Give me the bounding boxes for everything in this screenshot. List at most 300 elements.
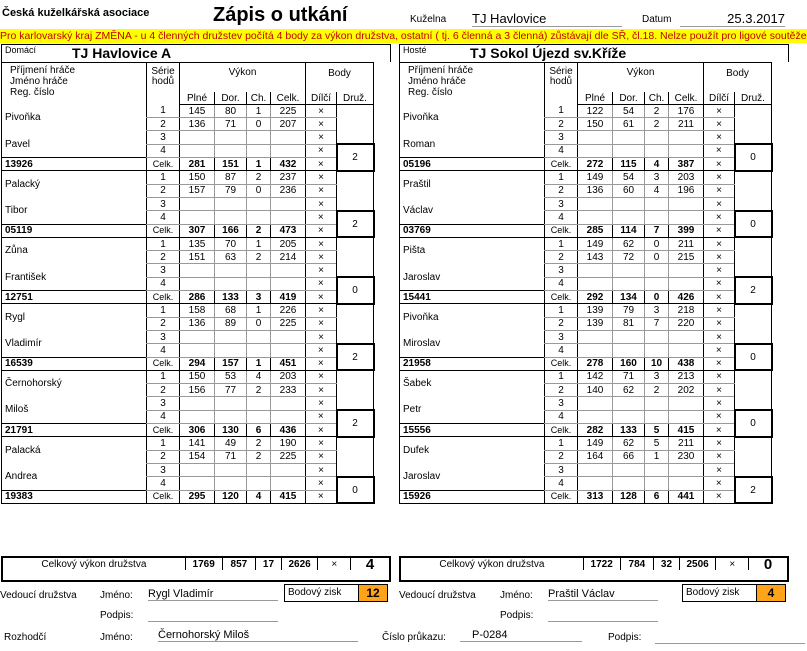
cell-dor[interactable]: 68 bbox=[215, 304, 247, 317]
cell-ch[interactable] bbox=[645, 397, 669, 410]
series-number: 1 bbox=[147, 171, 180, 184]
total-ch: 6 bbox=[247, 424, 271, 437]
cell-dor[interactable]: 71 bbox=[613, 370, 645, 383]
cell-dor[interactable] bbox=[613, 131, 645, 144]
cell-ch[interactable]: 2 bbox=[645, 384, 669, 397]
cell-celk bbox=[271, 264, 306, 277]
player-total-row bbox=[2, 158, 374, 171]
series-row bbox=[400, 197, 772, 210]
total-celk: 436 bbox=[271, 424, 306, 437]
player-surname[interactable]: Dufek bbox=[400, 437, 545, 464]
cell-dor[interactable] bbox=[215, 144, 247, 157]
total-celk: 426 bbox=[669, 291, 704, 304]
player-first-name[interactable]: Miroslav bbox=[400, 330, 545, 357]
cell-dor[interactable] bbox=[215, 197, 247, 210]
player-first-name[interactable]: František bbox=[2, 264, 147, 291]
cell-ch[interactable]: 2 bbox=[247, 437, 271, 450]
cell-dilci-x: × bbox=[704, 171, 735, 184]
cell-dor[interactable] bbox=[613, 277, 645, 290]
series-number: 4 bbox=[147, 344, 180, 357]
cell-plne[interactable]: 149 bbox=[578, 437, 613, 450]
player-surname[interactable]: Rygl bbox=[2, 304, 147, 331]
player-reg[interactable]: 16539 bbox=[2, 357, 147, 370]
cell-plne[interactable] bbox=[578, 211, 613, 224]
cell-plne[interactable] bbox=[578, 344, 613, 357]
points-spacer bbox=[735, 171, 772, 211]
cell-ch[interactable]: 2 bbox=[645, 118, 669, 131]
cell-celk bbox=[271, 211, 306, 224]
home-leader-label: Vedoucí družstva bbox=[0, 590, 77, 601]
cell-plne[interactable]: 135 bbox=[180, 237, 215, 250]
cell-dor[interactable]: 77 bbox=[215, 384, 247, 397]
cell-celk: 218 bbox=[669, 304, 704, 317]
cell-ch[interactable]: 2 bbox=[247, 384, 271, 397]
col-plne: Plné bbox=[180, 92, 215, 105]
cell-ch[interactable]: 5 bbox=[645, 437, 669, 450]
cell-dilci-x: × bbox=[704, 304, 735, 317]
cell-plne[interactable]: 145 bbox=[180, 104, 215, 117]
cell-ch[interactable]: 3 bbox=[645, 370, 669, 383]
series-number: 2 bbox=[545, 251, 578, 264]
home-sign-field[interactable] bbox=[148, 608, 278, 622]
cell-plne[interactable]: 140 bbox=[578, 384, 613, 397]
series-number: 1 bbox=[147, 370, 180, 383]
total-label: Celk. bbox=[147, 224, 180, 237]
cell-dor[interactable]: 70 bbox=[215, 237, 247, 250]
cell-plne[interactable] bbox=[180, 131, 215, 144]
col-player bbox=[400, 63, 545, 105]
player-first-name[interactable]: Vladimír bbox=[2, 330, 147, 357]
total-label: Celk. bbox=[147, 357, 180, 370]
total-dilci-x: × bbox=[704, 357, 735, 370]
cell-ch[interactable] bbox=[247, 477, 271, 490]
cell-dor[interactable] bbox=[613, 330, 645, 343]
player-reg[interactable]: 15926 bbox=[400, 490, 545, 503]
cell-plne[interactable]: 143 bbox=[578, 251, 613, 264]
cell-dor[interactable]: 53 bbox=[215, 370, 247, 383]
player-reg[interactable]: 19383 bbox=[2, 490, 147, 503]
player-first-name[interactable]: Andrea bbox=[2, 463, 147, 490]
total-dilci-x: × bbox=[306, 490, 337, 503]
cell-dilci-x: × bbox=[306, 450, 337, 463]
away-total-x: × bbox=[716, 558, 749, 570]
away-leader-name[interactable]: Praštil Václav bbox=[548, 588, 658, 601]
series-number: 3 bbox=[147, 131, 180, 144]
cell-plne[interactable] bbox=[578, 197, 613, 210]
home-team-total-row bbox=[1, 556, 391, 582]
series-number: 4 bbox=[147, 211, 180, 224]
cell-dor[interactable] bbox=[215, 330, 247, 343]
cell-dor[interactable] bbox=[215, 211, 247, 224]
cell-ch[interactable] bbox=[645, 344, 669, 357]
col-name1: Příjmení hráče bbox=[408, 65, 474, 76]
home-sign-label: Podpis: bbox=[100, 610, 134, 621]
series-number: 4 bbox=[147, 410, 180, 423]
total-plne: 292 bbox=[578, 291, 613, 304]
cell-ch[interactable] bbox=[247, 463, 271, 476]
series-row bbox=[2, 131, 374, 144]
cell-plne[interactable] bbox=[578, 330, 613, 343]
cell-plne[interactable]: 150 bbox=[180, 171, 215, 184]
cell-ch[interactable]: 1 bbox=[247, 237, 271, 250]
cell-dor[interactable]: 71 bbox=[215, 118, 247, 131]
cell-plne[interactable] bbox=[578, 463, 613, 476]
cell-ch[interactable]: 0 bbox=[247, 118, 271, 131]
points-spacer bbox=[337, 171, 374, 211]
cell-ch[interactable]: 3 bbox=[645, 304, 669, 317]
player-total-row bbox=[2, 357, 374, 370]
col-ch: Ch. bbox=[645, 92, 669, 105]
cell-celk bbox=[669, 344, 704, 357]
col-body: Body bbox=[704, 63, 772, 80]
cell-plne[interactable]: 149 bbox=[578, 237, 613, 250]
player-surname[interactable]: Šabek bbox=[400, 370, 545, 397]
player-first-name[interactable]: Roman bbox=[400, 131, 545, 158]
cell-dor[interactable] bbox=[613, 477, 645, 490]
total-dilci-x: × bbox=[704, 224, 735, 237]
cell-plne[interactable] bbox=[578, 477, 613, 490]
total-dor: 115 bbox=[613, 158, 645, 171]
cell-plne[interactable]: 156 bbox=[180, 384, 215, 397]
player-total-row bbox=[2, 424, 374, 437]
cell-ch[interactable]: 0 bbox=[247, 184, 271, 197]
cell-dor[interactable] bbox=[613, 344, 645, 357]
cell-dor[interactable]: 79 bbox=[613, 304, 645, 317]
series-number: 1 bbox=[147, 237, 180, 250]
player-reg[interactable]: 13926 bbox=[2, 158, 147, 171]
date-value[interactable]: 25.3.2017 bbox=[680, 11, 785, 27]
away-team-name: TJ Sokol Újezd sv.Kříže bbox=[470, 45, 627, 61]
total-dilci-x: × bbox=[306, 424, 337, 437]
cell-plne[interactable] bbox=[578, 144, 613, 157]
cell-plne[interactable] bbox=[180, 477, 215, 490]
player-first-name[interactable]: Miloš bbox=[2, 397, 147, 424]
cell-plne[interactable]: 158 bbox=[180, 304, 215, 317]
cell-celk: 226 bbox=[271, 304, 306, 317]
cell-ch[interactable] bbox=[645, 463, 669, 476]
cell-dor[interactable] bbox=[613, 197, 645, 210]
cell-celk: 233 bbox=[271, 384, 306, 397]
total-celk: 473 bbox=[271, 224, 306, 237]
cell-dilci-x: × bbox=[306, 304, 337, 317]
cell-plne[interactable]: 142 bbox=[578, 370, 613, 383]
cell-ch[interactable] bbox=[247, 144, 271, 157]
player-reg[interactable]: 05119 bbox=[2, 224, 147, 237]
cell-plne[interactable] bbox=[180, 330, 215, 343]
cell-plne[interactable] bbox=[180, 410, 215, 423]
home-total-celk: 2626 bbox=[281, 558, 318, 570]
cell-ch[interactable] bbox=[645, 197, 669, 210]
cell-dor[interactable] bbox=[613, 264, 645, 277]
player-surname[interactable]: Praštil bbox=[400, 171, 545, 198]
cell-celk: 236 bbox=[271, 184, 306, 197]
cell-dor[interactable]: 66 bbox=[613, 450, 645, 463]
cell-plne[interactable] bbox=[578, 264, 613, 277]
cell-ch[interactable]: 2 bbox=[247, 251, 271, 264]
cell-celk bbox=[271, 197, 306, 210]
cell-ch[interactable] bbox=[247, 344, 271, 357]
cell-dilci-x: × bbox=[306, 397, 337, 410]
cell-plne[interactable]: 136 bbox=[578, 184, 613, 197]
cell-ch[interactable] bbox=[645, 131, 669, 144]
player-reg[interactable]: 05196 bbox=[400, 158, 545, 171]
cell-dor[interactable]: 54 bbox=[613, 171, 645, 184]
cell-plne[interactable]: 150 bbox=[180, 370, 215, 383]
cell-celk bbox=[271, 144, 306, 157]
cell-celk: 215 bbox=[669, 251, 704, 264]
total-celk: 415 bbox=[669, 424, 704, 437]
cell-dor[interactable]: 71 bbox=[215, 450, 247, 463]
cell-ch[interactable]: 2 bbox=[247, 450, 271, 463]
cell-plne[interactable] bbox=[180, 463, 215, 476]
cell-plne[interactable]: 136 bbox=[180, 118, 215, 131]
cell-dilci-x: × bbox=[704, 131, 735, 144]
cell-dor[interactable] bbox=[613, 144, 645, 157]
cell-ch[interactable]: 0 bbox=[247, 317, 271, 330]
player-surname[interactable]: Pivoňka bbox=[400, 304, 545, 331]
cell-ch[interactable]: 1 bbox=[645, 450, 669, 463]
cell-ch[interactable] bbox=[645, 330, 669, 343]
cell-plne[interactable] bbox=[578, 131, 613, 144]
cell-plne[interactable] bbox=[180, 197, 215, 210]
cell-plne[interactable]: 157 bbox=[180, 184, 215, 197]
cell-plne[interactable]: 122 bbox=[578, 104, 613, 117]
col-celk: Celk. bbox=[271, 92, 306, 105]
points-spacer bbox=[735, 370, 772, 410]
total-dilci-x: × bbox=[704, 490, 735, 503]
cell-plne[interactable] bbox=[180, 144, 215, 157]
series-row bbox=[400, 437, 772, 450]
player-surname[interactable]: Pivoňka bbox=[2, 104, 147, 131]
cell-dilci-x: × bbox=[704, 184, 735, 197]
cell-plne[interactable]: 149 bbox=[578, 171, 613, 184]
cell-ch[interactable] bbox=[247, 397, 271, 410]
away-sign-field[interactable] bbox=[548, 608, 658, 622]
cell-dor[interactable]: 62 bbox=[613, 384, 645, 397]
total-dor: 120 bbox=[215, 490, 247, 503]
cell-dor[interactable]: 89 bbox=[215, 317, 247, 330]
cell-dor[interactable] bbox=[215, 277, 247, 290]
total-celk: 415 bbox=[271, 490, 306, 503]
col-name1: Příjmení hráče bbox=[10, 65, 76, 76]
col-dor: Dor. bbox=[613, 92, 645, 105]
cell-dilci-x: × bbox=[704, 277, 735, 290]
series-number: 1 bbox=[545, 370, 578, 383]
total-plne: 295 bbox=[180, 490, 215, 503]
cell-ch[interactable] bbox=[247, 330, 271, 343]
home-score-table bbox=[1, 62, 375, 504]
cell-ch[interactable]: 4 bbox=[645, 184, 669, 197]
cell-ch[interactable] bbox=[645, 264, 669, 277]
home-label: Domácí bbox=[5, 45, 37, 55]
cell-dilci-x: × bbox=[306, 277, 337, 290]
cell-celk bbox=[669, 477, 704, 490]
cell-ch[interactable]: 1 bbox=[247, 304, 271, 317]
player-points: 0 bbox=[735, 211, 772, 238]
player-reg[interactable]: 21791 bbox=[2, 424, 147, 437]
cell-dor[interactable]: 80 bbox=[215, 104, 247, 117]
player-surname[interactable]: Palacký bbox=[2, 171, 147, 198]
cell-ch[interactable] bbox=[247, 410, 271, 423]
cell-plne[interactable] bbox=[180, 397, 215, 410]
cell-dor[interactable] bbox=[215, 463, 247, 476]
player-surname[interactable]: Černohorský bbox=[2, 370, 147, 397]
cell-ch[interactable] bbox=[247, 277, 271, 290]
cell-ch[interactable] bbox=[247, 264, 271, 277]
cell-dilci-x: × bbox=[704, 237, 735, 250]
cell-dilci-x: × bbox=[704, 437, 735, 450]
series-number: 4 bbox=[545, 211, 578, 224]
cell-ch[interactable] bbox=[247, 197, 271, 210]
cell-dilci-x: × bbox=[704, 463, 735, 476]
player-surname[interactable]: Palacká bbox=[2, 437, 147, 464]
cell-dor[interactable]: 61 bbox=[613, 118, 645, 131]
referee-card[interactable]: P-0284 bbox=[460, 629, 582, 642]
player-surname[interactable]: Pivoňka bbox=[400, 104, 545, 131]
player-points: 2 bbox=[735, 477, 772, 504]
cell-plne[interactable]: 139 bbox=[578, 317, 613, 330]
cell-dor[interactable] bbox=[215, 131, 247, 144]
player-surname[interactable]: Pišta bbox=[400, 237, 545, 264]
player-reg[interactable]: 03769 bbox=[400, 224, 545, 237]
cell-dor[interactable] bbox=[215, 264, 247, 277]
total-dor: 157 bbox=[215, 357, 247, 370]
cell-dor[interactable]: 60 bbox=[613, 184, 645, 197]
player-first-name[interactable]: Václav bbox=[400, 197, 545, 224]
home-total-x: × bbox=[318, 558, 351, 570]
player-points: 2 bbox=[337, 410, 374, 437]
player-reg[interactable]: 12751 bbox=[2, 291, 147, 304]
cell-dor[interactable]: 63 bbox=[215, 251, 247, 264]
cell-ch[interactable]: 1 bbox=[247, 104, 271, 117]
cell-dor[interactable]: 81 bbox=[613, 317, 645, 330]
home-total-plne: 1769 bbox=[185, 558, 222, 570]
venue-value[interactable]: TJ Havlovice bbox=[472, 11, 622, 27]
away-team-header bbox=[399, 44, 789, 62]
cell-dilci-x: × bbox=[306, 410, 337, 423]
cell-dor[interactable]: 54 bbox=[613, 104, 645, 117]
cell-dor[interactable]: 62 bbox=[613, 437, 645, 450]
cell-ch[interactable]: 2 bbox=[645, 104, 669, 117]
series-row bbox=[2, 237, 374, 250]
rule-note: Pro karlovarský kraj ZMĚNA - u 4 členných družstev počítá 4 body za výkon družstva, ostatní ( tj. 6 členná a 3 členná) zůstávají dle SŘ, čl.18. Nelze použít pro ligové soutěže bbox=[0, 30, 807, 42]
cell-ch[interactable] bbox=[247, 131, 271, 144]
away-total-dor: 784 bbox=[620, 558, 654, 570]
cell-dor[interactable] bbox=[613, 211, 645, 224]
cell-ch[interactable] bbox=[645, 144, 669, 157]
cell-ch[interactable]: 2 bbox=[247, 171, 271, 184]
cell-plne[interactable]: 141 bbox=[180, 437, 215, 450]
player-first-name[interactable]: Jaroslav bbox=[400, 463, 545, 490]
cell-ch[interactable] bbox=[247, 211, 271, 224]
series-number: 4 bbox=[545, 410, 578, 423]
home-team-header bbox=[1, 44, 391, 62]
cell-ch[interactable] bbox=[645, 211, 669, 224]
referee-name[interactable]: Černohorský Miloš bbox=[158, 629, 358, 642]
cell-dor[interactable]: 62 bbox=[613, 237, 645, 250]
player-reg[interactable]: 21958 bbox=[400, 357, 545, 370]
player-points: 0 bbox=[735, 144, 772, 171]
cell-ch[interactable]: 4 bbox=[247, 370, 271, 383]
cell-ch[interactable]: 7 bbox=[645, 317, 669, 330]
cell-dor[interactable]: 72 bbox=[613, 251, 645, 264]
total-plne: 306 bbox=[180, 424, 215, 437]
cell-dor[interactable] bbox=[613, 397, 645, 410]
cell-plne[interactable] bbox=[578, 277, 613, 290]
player-points: 0 bbox=[735, 410, 772, 437]
player-total-row bbox=[400, 291, 772, 304]
cell-dor[interactable] bbox=[215, 397, 247, 410]
player-total-row bbox=[2, 291, 374, 304]
cell-dilci-x: × bbox=[306, 370, 337, 383]
cell-plne[interactable]: 154 bbox=[180, 450, 215, 463]
cell-ch[interactable]: 0 bbox=[645, 237, 669, 250]
cell-dilci-x: × bbox=[306, 104, 337, 117]
cell-plne[interactable]: 164 bbox=[578, 450, 613, 463]
cell-plne[interactable]: 150 bbox=[578, 118, 613, 131]
cell-plne[interactable] bbox=[578, 397, 613, 410]
player-first-name[interactable]: Pavel bbox=[2, 131, 147, 158]
cell-plne[interactable] bbox=[180, 211, 215, 224]
series-number: 4 bbox=[147, 277, 180, 290]
player-points: 0 bbox=[735, 344, 772, 371]
referee-sign-field[interactable] bbox=[655, 630, 805, 644]
cell-plne[interactable]: 136 bbox=[180, 317, 215, 330]
player-surname[interactable]: Zůna bbox=[2, 237, 147, 264]
player-total-row bbox=[400, 357, 772, 370]
cell-ch[interactable] bbox=[645, 410, 669, 423]
home-leader-name[interactable]: Rygl Vladimír bbox=[148, 588, 278, 601]
cell-dor[interactable] bbox=[215, 477, 247, 490]
cell-plne[interactable]: 151 bbox=[180, 251, 215, 264]
cell-dor[interactable]: 79 bbox=[215, 184, 247, 197]
cell-dor[interactable]: 49 bbox=[215, 437, 247, 450]
cell-ch[interactable] bbox=[645, 277, 669, 290]
cell-plne[interactable] bbox=[180, 277, 215, 290]
total-plne: 307 bbox=[180, 224, 215, 237]
total-plne: 272 bbox=[578, 158, 613, 171]
cell-plne[interactable]: 139 bbox=[578, 304, 613, 317]
player-first-name[interactable]: Tibor bbox=[2, 197, 147, 224]
cell-plne[interactable] bbox=[180, 264, 215, 277]
away-total-label: Celkový výkon družstva bbox=[439, 558, 545, 570]
cell-dilci-x: × bbox=[306, 264, 337, 277]
home-total-dor: 857 bbox=[222, 558, 256, 570]
cell-dor[interactable] bbox=[215, 410, 247, 423]
series-number: 3 bbox=[147, 264, 180, 277]
cell-dor[interactable] bbox=[613, 410, 645, 423]
cell-celk: 196 bbox=[669, 184, 704, 197]
player-reg[interactable]: 15556 bbox=[400, 424, 545, 437]
cell-dor[interactable]: 87 bbox=[215, 171, 247, 184]
cell-ch[interactable]: 3 bbox=[645, 171, 669, 184]
cell-plne[interactable] bbox=[180, 344, 215, 357]
cell-plne[interactable] bbox=[578, 410, 613, 423]
total-ch: 10 bbox=[645, 357, 669, 370]
cell-celk: 203 bbox=[271, 370, 306, 383]
cell-ch[interactable] bbox=[645, 477, 669, 490]
cell-ch[interactable]: 0 bbox=[645, 251, 669, 264]
cell-dor[interactable] bbox=[215, 344, 247, 357]
player-first-name[interactable]: Petr bbox=[400, 397, 545, 424]
col-plne: Plné bbox=[578, 92, 613, 105]
player-first-name[interactable]: Jaroslav bbox=[400, 264, 545, 291]
player-reg[interactable]: 15441 bbox=[400, 291, 545, 304]
cell-celk: 207 bbox=[271, 118, 306, 131]
total-ch: 1 bbox=[247, 158, 271, 171]
total-celk: 441 bbox=[669, 490, 704, 503]
cell-dor[interactable] bbox=[613, 463, 645, 476]
